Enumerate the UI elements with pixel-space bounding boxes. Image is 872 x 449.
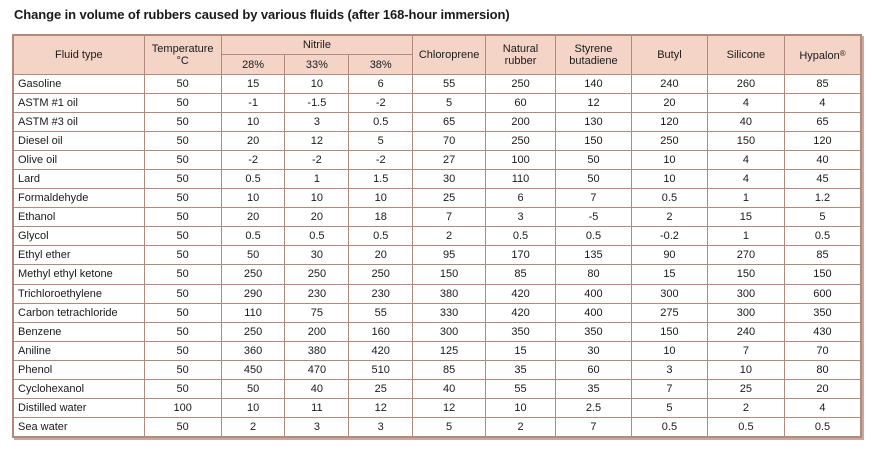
cell-nitrile-38: 160 (349, 322, 413, 341)
table-row (14, 379, 861, 398)
cell-silicone: 40 (707, 113, 784, 132)
cell-nitrile-28: 110 (221, 303, 285, 322)
cell-nitrile-38: 250 (349, 265, 413, 284)
cell-hypalon: 4 (784, 398, 860, 417)
cell-nitrile-38: -2 (349, 151, 413, 170)
cell-silicone: 15 (707, 208, 784, 227)
cell-fluid-type: Lard (14, 170, 145, 189)
cell-chloroprene: 70 (413, 132, 486, 151)
cell-nitrile-38: 3 (349, 417, 413, 436)
cell-hypalon: 45 (784, 170, 860, 189)
cell-butyl: 250 (631, 132, 707, 151)
table-row (14, 94, 861, 113)
cell-styrene-butadiene: 350 (555, 322, 631, 341)
cell-butyl: 275 (631, 303, 707, 322)
cell-fluid-type: Gasoline (14, 75, 145, 94)
cell-silicone: 300 (707, 303, 784, 322)
cell-natural-rubber: 55 (486, 379, 556, 398)
header-styrene-butadiene (555, 36, 631, 75)
cell-natural-rubber: 15 (486, 341, 556, 360)
cell-natural-rubber: 350 (486, 322, 556, 341)
cell-natural-rubber: 170 (486, 246, 556, 265)
cell-fluid-type: Trichloroethylene (14, 284, 145, 303)
cell-fluid-type: Carbon tetrachloride (14, 303, 145, 322)
cell-temperature: 50 (144, 341, 221, 360)
cell-fluid-type: Diesel oil (14, 132, 145, 151)
cell-nitrile-38: 6 (349, 75, 413, 94)
cell-natural-rubber: 110 (486, 170, 556, 189)
cell-chloroprene: 330 (413, 303, 486, 322)
cell-hypalon: 70 (784, 341, 860, 360)
cell-butyl: 2 (631, 208, 707, 227)
cell-hypalon: 85 (784, 246, 860, 265)
cell-temperature: 50 (144, 227, 221, 246)
cell-natural-rubber: 85 (486, 265, 556, 284)
cell-chloroprene: 380 (413, 284, 486, 303)
cell-natural-rubber: 250 (486, 75, 556, 94)
cell-hypalon: 20 (784, 379, 860, 398)
header-nitrile-38: 38% (349, 55, 413, 75)
cell-temperature: 100 (144, 398, 221, 417)
cell-nitrile-28: 10 (221, 398, 285, 417)
cell-styrene-butadiene: 7 (555, 417, 631, 436)
cell-nitrile-33: 470 (285, 360, 349, 379)
cell-temperature: 50 (144, 208, 221, 227)
header-styrene-butadiene-line1: Styrene (574, 43, 613, 55)
cell-silicone: 240 (707, 322, 784, 341)
cell-nitrile-38: 0.5 (349, 227, 413, 246)
cell-natural-rubber: 35 (486, 360, 556, 379)
table-row (14, 151, 861, 170)
cell-nitrile-38: 5 (349, 132, 413, 151)
cell-temperature: 50 (144, 322, 221, 341)
cell-butyl: -0.2 (631, 227, 707, 246)
cell-butyl: 120 (631, 113, 707, 132)
cell-butyl: 300 (631, 284, 707, 303)
cell-styrene-butadiene: 35 (555, 379, 631, 398)
cell-nitrile-33: 40 (285, 379, 349, 398)
cell-nitrile-38: 420 (349, 341, 413, 360)
cell-butyl: 7 (631, 379, 707, 398)
header-temperature-label: Temperature (151, 43, 214, 55)
table-row (14, 398, 861, 417)
table-row (14, 208, 861, 227)
cell-natural-rubber: 6 (486, 189, 556, 208)
cell-nitrile-33: 380 (285, 341, 349, 360)
cell-natural-rubber: 60 (486, 94, 556, 113)
cell-fluid-type: Methyl ethyl ketone (14, 265, 145, 284)
header-temperature-unit: °C (176, 55, 189, 67)
cell-nitrile-28: 20 (221, 132, 285, 151)
cell-hypalon: 4 (784, 94, 860, 113)
cell-nitrile-33: 10 (285, 189, 349, 208)
cell-styrene-butadiene: 60 (555, 360, 631, 379)
header-nitrile-33: 33% (285, 55, 349, 75)
cell-hypalon: 350 (784, 303, 860, 322)
cell-silicone: 10 (707, 360, 784, 379)
cell-nitrile-38: 230 (349, 284, 413, 303)
table-row (14, 227, 861, 246)
cell-nitrile-28: 10 (221, 113, 285, 132)
cell-silicone: 7 (707, 341, 784, 360)
cell-styrene-butadiene: 7 (555, 189, 631, 208)
cell-natural-rubber: 3 (486, 208, 556, 227)
cell-nitrile-28: 20 (221, 208, 285, 227)
cell-nitrile-33: 250 (285, 265, 349, 284)
cell-fluid-type: Sea water (14, 417, 145, 436)
cell-nitrile-28: 290 (221, 284, 285, 303)
cell-chloroprene: 40 (413, 379, 486, 398)
cell-hypalon: 120 (784, 132, 860, 151)
table-row (14, 341, 861, 360)
cell-hypalon: 600 (784, 284, 860, 303)
cell-silicone: 2 (707, 398, 784, 417)
cell-nitrile-33: 10 (285, 75, 349, 94)
cell-chloroprene: 65 (413, 113, 486, 132)
cell-butyl: 150 (631, 322, 707, 341)
cell-natural-rubber: 200 (486, 113, 556, 132)
cell-silicone: 0.5 (707, 417, 784, 436)
header-silicone: Silicone (707, 36, 784, 75)
cell-nitrile-33: 230 (285, 284, 349, 303)
cell-hypalon: 150 (784, 265, 860, 284)
cell-nitrile-28: -1 (221, 94, 285, 113)
cell-temperature: 50 (144, 284, 221, 303)
cell-silicone: 1 (707, 189, 784, 208)
header-hypalon-label: Hypalon (799, 50, 840, 62)
cell-silicone: 4 (707, 94, 784, 113)
cell-nitrile-33: 0.5 (285, 227, 349, 246)
table-row (14, 170, 861, 189)
header-chloroprene: Chloroprene (413, 36, 486, 75)
cell-nitrile-33: 200 (285, 322, 349, 341)
cell-styrene-butadiene: 50 (555, 151, 631, 170)
cell-chloroprene: 125 (413, 341, 486, 360)
cell-silicone: 300 (707, 284, 784, 303)
cell-nitrile-38: -2 (349, 94, 413, 113)
cell-nitrile-28: 15 (221, 75, 285, 94)
cell-nitrile-38: 1.5 (349, 170, 413, 189)
cell-natural-rubber: 420 (486, 303, 556, 322)
table-header (14, 36, 861, 75)
cell-nitrile-28: 360 (221, 341, 285, 360)
cell-temperature: 50 (144, 75, 221, 94)
cell-chloroprene: 25 (413, 189, 486, 208)
cell-temperature: 50 (144, 417, 221, 436)
cell-hypalon: 0.5 (784, 227, 860, 246)
cell-chloroprene: 27 (413, 151, 486, 170)
cell-styrene-butadiene: 400 (555, 303, 631, 322)
header-natural-rubber-line2: rubber (504, 55, 537, 67)
cell-styrene-butadiene: 12 (555, 94, 631, 113)
cell-styrene-butadiene: 130 (555, 113, 631, 132)
cell-butyl: 5 (631, 398, 707, 417)
table-row (14, 303, 861, 322)
cell-fluid-type: Formaldehyde (14, 189, 145, 208)
cell-fluid-type: Distilled water (14, 398, 145, 417)
cell-silicone: 25 (707, 379, 784, 398)
header-natural-rubber (486, 36, 556, 75)
registered-mark: ® (839, 49, 846, 58)
cell-fluid-type: Olive oil (14, 151, 145, 170)
header-temperature (144, 36, 221, 75)
cell-hypalon: 0.5 (784, 417, 860, 436)
table-row (14, 284, 861, 303)
cell-temperature: 50 (144, 189, 221, 208)
cell-silicone: 270 (707, 246, 784, 265)
cell-temperature: 50 (144, 113, 221, 132)
cell-hypalon: 80 (784, 360, 860, 379)
cell-styrene-butadiene: 140 (555, 75, 631, 94)
table-row (14, 265, 861, 284)
cell-butyl: 240 (631, 75, 707, 94)
table-row (14, 360, 861, 379)
cell-fluid-type: Phenol (14, 360, 145, 379)
table-body (14, 75, 861, 437)
cell-nitrile-38: 18 (349, 208, 413, 227)
cell-fluid-type: Cyclohexanol (14, 379, 145, 398)
cell-nitrile-28: 0.5 (221, 227, 285, 246)
table-row (14, 132, 861, 151)
cell-chloroprene: 2 (413, 227, 486, 246)
cell-nitrile-33: 20 (285, 208, 349, 227)
volume-change-table-frame (12, 34, 862, 438)
cell-temperature: 50 (144, 303, 221, 322)
cell-chloroprene: 12 (413, 398, 486, 417)
cell-styrene-butadiene: 50 (555, 170, 631, 189)
cell-nitrile-28: 50 (221, 379, 285, 398)
cell-nitrile-33: -1.5 (285, 94, 349, 113)
header-styrene-butadiene-line2: butadiene (569, 55, 618, 67)
cell-hypalon: 40 (784, 151, 860, 170)
cell-butyl: 10 (631, 341, 707, 360)
cell-nitrile-33: 11 (285, 398, 349, 417)
cell-temperature: 50 (144, 246, 221, 265)
cell-styrene-butadiene: 0.5 (555, 227, 631, 246)
cell-hypalon: 5 (784, 208, 860, 227)
cell-hypalon: 430 (784, 322, 860, 341)
cell-styrene-butadiene: 2.5 (555, 398, 631, 417)
cell-nitrile-33: 3 (285, 113, 349, 132)
cell-silicone: 150 (707, 265, 784, 284)
cell-natural-rubber: 2 (486, 417, 556, 436)
cell-temperature: 50 (144, 379, 221, 398)
cell-silicone: 4 (707, 170, 784, 189)
cell-fluid-type: Ethyl ether (14, 246, 145, 265)
table-row (14, 322, 861, 341)
cell-natural-rubber: 10 (486, 398, 556, 417)
volume-change-table (13, 35, 861, 437)
cell-styrene-butadiene: 135 (555, 246, 631, 265)
cell-chloroprene: 30 (413, 170, 486, 189)
cell-natural-rubber: 0.5 (486, 227, 556, 246)
cell-temperature: 50 (144, 94, 221, 113)
cell-nitrile-38: 10 (349, 189, 413, 208)
cell-chloroprene: 300 (413, 322, 486, 341)
cell-butyl: 15 (631, 265, 707, 284)
cell-styrene-butadiene: -5 (555, 208, 631, 227)
cell-temperature: 50 (144, 151, 221, 170)
cell-nitrile-33: 75 (285, 303, 349, 322)
cell-chloroprene: 5 (413, 94, 486, 113)
header-nitrile-28: 28% (221, 55, 285, 75)
cell-styrene-butadiene: 30 (555, 341, 631, 360)
cell-natural-rubber: 420 (486, 284, 556, 303)
cell-nitrile-28: 50 (221, 246, 285, 265)
table-row (14, 189, 861, 208)
header-nitrile: Nitrile (221, 36, 412, 55)
cell-temperature: 50 (144, 360, 221, 379)
cell-butyl: 0.5 (631, 417, 707, 436)
table-row (14, 417, 861, 436)
cell-temperature: 50 (144, 265, 221, 284)
cell-styrene-butadiene: 80 (555, 265, 631, 284)
cell-silicone: 4 (707, 151, 784, 170)
cell-butyl: 90 (631, 246, 707, 265)
cell-silicone: 260 (707, 75, 784, 94)
cell-hypalon: 65 (784, 113, 860, 132)
cell-chloroprene: 55 (413, 75, 486, 94)
cell-nitrile-33: 1 (285, 170, 349, 189)
cell-nitrile-38: 510 (349, 360, 413, 379)
header-fluid-type: Fluid type (14, 36, 145, 75)
cell-nitrile-28: 10 (221, 189, 285, 208)
cell-fluid-type: Aniline (14, 341, 145, 360)
cell-butyl: 10 (631, 170, 707, 189)
cell-fluid-type: Benzene (14, 322, 145, 341)
header-natural-rubber-line1: Natural (502, 43, 539, 55)
cell-nitrile-28: -2 (221, 151, 285, 170)
cell-hypalon: 1.2 (784, 189, 860, 208)
cell-chloroprene: 95 (413, 246, 486, 265)
cell-nitrile-38: 55 (349, 303, 413, 322)
cell-butyl: 3 (631, 360, 707, 379)
cell-temperature: 50 (144, 132, 221, 151)
cell-chloroprene: 7 (413, 208, 486, 227)
cell-nitrile-38: 12 (349, 398, 413, 417)
page-title: Change in volume of rubbers caused by various fluids (after 168-hour immersion) (14, 7, 510, 22)
cell-fluid-type: ASTM #1 oil (14, 94, 145, 113)
cell-nitrile-38: 25 (349, 379, 413, 398)
cell-nitrile-33: -2 (285, 151, 349, 170)
header-row-top (14, 36, 861, 55)
cell-nitrile-28: 250 (221, 322, 285, 341)
table-row (14, 113, 861, 132)
cell-chloroprene: 5 (413, 417, 486, 436)
cell-chloroprene: 85 (413, 360, 486, 379)
cell-butyl: 10 (631, 151, 707, 170)
cell-natural-rubber: 250 (486, 132, 556, 151)
cell-nitrile-28: 0.5 (221, 170, 285, 189)
cell-butyl: 20 (631, 94, 707, 113)
cell-chloroprene: 150 (413, 265, 486, 284)
cell-butyl: 0.5 (631, 189, 707, 208)
header-butyl: Butyl (631, 36, 707, 75)
cell-styrene-butadiene: 150 (555, 132, 631, 151)
table-row (14, 75, 861, 94)
cell-fluid-type: Glycol (14, 227, 145, 246)
header-hypalon (784, 36, 860, 75)
cell-nitrile-33: 30 (285, 246, 349, 265)
cell-silicone: 150 (707, 132, 784, 151)
cell-nitrile-28: 2 (221, 417, 285, 436)
cell-hypalon: 85 (784, 75, 860, 94)
cell-styrene-butadiene: 400 (555, 284, 631, 303)
cell-fluid-type: Ethanol (14, 208, 145, 227)
cell-nitrile-38: 0.5 (349, 113, 413, 132)
table-row (14, 246, 861, 265)
cell-silicone: 1 (707, 227, 784, 246)
cell-nitrile-28: 250 (221, 265, 285, 284)
cell-nitrile-28: 450 (221, 360, 285, 379)
cell-nitrile-33: 12 (285, 132, 349, 151)
cell-nitrile-38: 20 (349, 246, 413, 265)
cell-temperature: 50 (144, 170, 221, 189)
cell-fluid-type: ASTM #3 oil (14, 113, 145, 132)
cell-nitrile-33: 3 (285, 417, 349, 436)
cell-natural-rubber: 100 (486, 151, 556, 170)
